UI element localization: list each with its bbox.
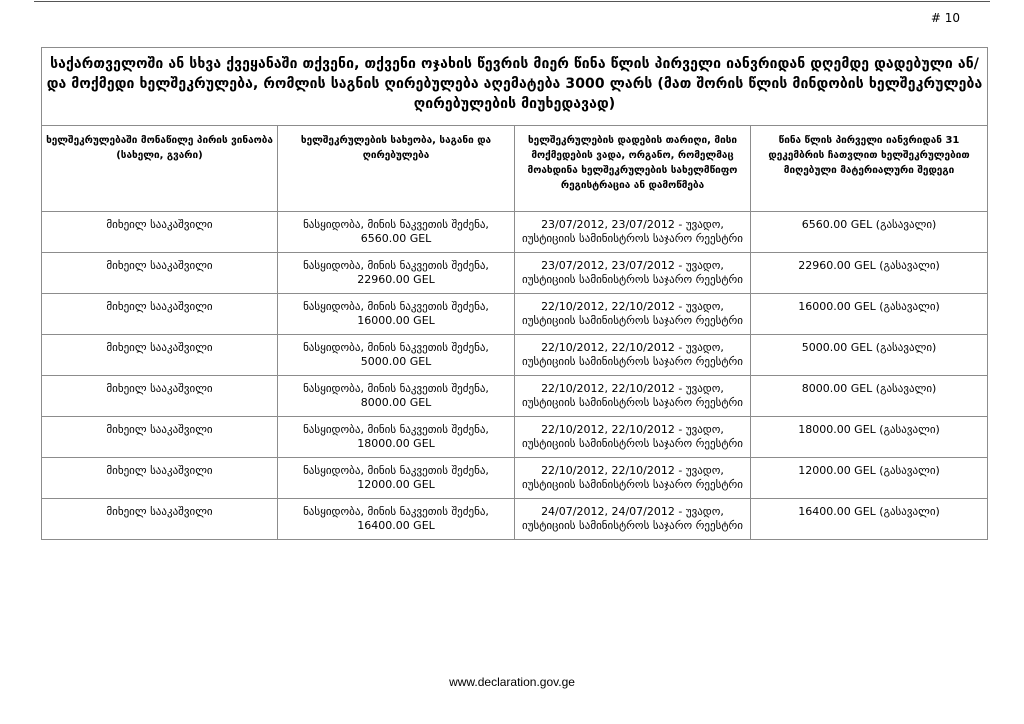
footer-url: www.declaration.gov.ge bbox=[449, 675, 575, 689]
contract-type-cell bbox=[278, 499, 515, 540]
material-result-cell bbox=[751, 376, 988, 417]
material-result: 8000.00 GEL (გასავალი) bbox=[801, 382, 937, 395]
contract-type-cell bbox=[278, 458, 515, 499]
date-registration-cell bbox=[515, 376, 751, 417]
contract-subject: ნასყიდობა, მინის ნაკვეთის შეძენა, bbox=[303, 218, 489, 231]
person-name: მიხეილ სააკაშვილი bbox=[106, 300, 213, 313]
table-row bbox=[42, 294, 988, 335]
person-cell bbox=[42, 335, 278, 376]
person-name: მიხეილ სააკაშვილი bbox=[106, 341, 213, 354]
contract-dates: 22/10/2012, 22/10/2012 - უვადო, bbox=[541, 382, 724, 395]
contract-type-cell bbox=[278, 294, 515, 335]
material-result: 12000.00 GEL (გასავალი) bbox=[798, 464, 940, 477]
material-result: 18000.00 GEL (გასავალი) bbox=[798, 423, 940, 436]
registering-authority: იუსტიციის სამინისტროს საჯარო რეესტრი bbox=[522, 232, 743, 245]
material-result-cell bbox=[751, 499, 988, 540]
contract-subject: ნასყიდობა, მინის ნაკვეთის შეძენა, bbox=[303, 341, 489, 354]
registering-authority: იუსტიციის სამინისტროს საჯარო რეესტრი bbox=[522, 273, 743, 286]
contract-value: 6560.00 GEL bbox=[360, 232, 432, 245]
contract-value: 16400.00 GEL bbox=[357, 519, 435, 532]
material-result-cell bbox=[751, 294, 988, 335]
date-registration-cell bbox=[515, 294, 751, 335]
contract-type-cell bbox=[278, 376, 515, 417]
material-result: 16400.00 GEL (გასავალი) bbox=[798, 505, 940, 518]
contract-dates: 23/07/2012, 23/07/2012 - უვადო, bbox=[541, 218, 724, 231]
table-row bbox=[42, 212, 988, 253]
date-registration-cell bbox=[515, 253, 751, 294]
person-name: მიხეილ სააკაშვილი bbox=[106, 464, 213, 477]
person-name: მიხეილ სააკაშვილი bbox=[106, 259, 213, 272]
date-registration-cell bbox=[515, 458, 751, 499]
person-cell bbox=[42, 294, 278, 335]
material-result-cell bbox=[751, 458, 988, 499]
contracts-table bbox=[41, 47, 988, 540]
contract-value: 12000.00 GEL bbox=[357, 478, 435, 491]
section-title: საქართველოში ან სხვა ქვეყანაში თქვენი, თქვენი ოჯახის წევრის მიერ წინა წლის პირველი იანვრიდან დღემდე დადებული ან/და მოქმედი ხელშეკრულება, რომლის საგნის ღირებულება აღემატება 3000 ლარს (მათ შორის წლის მინდობის ხელშეკრულება ღირებულების მიუხედავად) bbox=[42, 48, 988, 126]
person-cell bbox=[42, 417, 278, 458]
registering-authority: იუსტიციის სამინისტროს საჯარო რეესტრი bbox=[522, 355, 743, 368]
material-result: 6560.00 GEL (გასავალი) bbox=[801, 218, 937, 231]
person-cell bbox=[42, 458, 278, 499]
person-name: მიხეილ სააკაშვილი bbox=[106, 423, 213, 436]
column-header-row bbox=[42, 126, 988, 212]
contract-subject: ნასყიდობა, მინის ნაკვეთის შეძენა, bbox=[303, 382, 489, 395]
registering-authority: იუსტიციის სამინისტროს საჯარო რეესტრი bbox=[522, 437, 743, 450]
contract-type-cell bbox=[278, 417, 515, 458]
date-registration-cell bbox=[515, 335, 751, 376]
person-cell bbox=[42, 212, 278, 253]
contract-subject: ნასყიდობა, მინის ნაკვეთის შეძენა, bbox=[303, 300, 489, 313]
date-registration-cell bbox=[515, 417, 751, 458]
column-header-date-registration: ხელშეკრულების დადების თარიღი, მისი მოქმედების ვადა, ორგანო, რომელმაც მოახდინა ხელშეკრულების სახელმწიფო რეგისტრაცია ან დამოწმება bbox=[515, 126, 751, 212]
contract-subject: ნასყიდობა, მინის ნაკვეთის შეძენა, bbox=[303, 423, 489, 436]
person-cell bbox=[42, 253, 278, 294]
column-header-person: ხელშეკრულებაში მონაწილე პირის ვინაობა (სახელი, გვარი) bbox=[42, 126, 278, 212]
material-result-cell bbox=[751, 417, 988, 458]
material-result: 16000.00 GEL (გასავალი) bbox=[798, 300, 940, 313]
contract-dates: 22/10/2012, 22/10/2012 - უვადო, bbox=[541, 464, 724, 477]
registering-authority: იუსტიციის სამინისტროს საჯარო რეესტრი bbox=[522, 314, 743, 327]
contract-dates: 22/10/2012, 22/10/2012 - უვადო, bbox=[541, 341, 724, 354]
registering-authority: იუსტიციის სამინისტროს საჯარო რეესტრი bbox=[522, 519, 743, 532]
material-result: 22960.00 GEL (გასავალი) bbox=[798, 259, 940, 272]
person-name: მიხეილ სააკაშვილი bbox=[106, 382, 213, 395]
person-cell bbox=[42, 499, 278, 540]
date-registration-cell bbox=[515, 499, 751, 540]
contract-subject: ნასყიდობა, მინის ნაკვეთის შეძენა, bbox=[303, 464, 489, 477]
material-result-cell bbox=[751, 335, 988, 376]
page-number: # 10 bbox=[930, 11, 960, 25]
table-row bbox=[42, 253, 988, 294]
person-name: მიხეილ სააკაშვილი bbox=[106, 218, 213, 231]
top-divider bbox=[34, 1, 990, 2]
person-name: მიხეილ სააკაშვილი bbox=[106, 505, 213, 518]
contract-type-cell bbox=[278, 335, 515, 376]
contract-subject: ნასყიდობა, მინის ნაკვეთის შეძენა, bbox=[303, 505, 489, 518]
table-row bbox=[42, 376, 988, 417]
table-row bbox=[42, 499, 988, 540]
person-cell bbox=[42, 376, 278, 417]
contract-value: 22960.00 GEL bbox=[357, 273, 435, 286]
contract-value: 18000.00 GEL bbox=[357, 437, 435, 450]
contract-dates: 23/07/2012, 23/07/2012 - უვადო, bbox=[541, 259, 724, 272]
date-registration-cell bbox=[515, 212, 751, 253]
contract-value: 8000.00 GEL bbox=[360, 396, 432, 409]
table-row bbox=[42, 335, 988, 376]
contract-type-cell bbox=[278, 212, 515, 253]
material-result-cell bbox=[751, 212, 988, 253]
table-row bbox=[42, 458, 988, 499]
contract-type-cell bbox=[278, 253, 515, 294]
table-row bbox=[42, 417, 988, 458]
contract-value: 16000.00 GEL bbox=[357, 314, 435, 327]
contract-subject: ნასყიდობა, მინის ნაკვეთის შეძენა, bbox=[303, 259, 489, 272]
column-header-material-result: წინა წლის პირველი იანვრიდან 31 დეკემბრის ჩათვლით ხელშეკრულებით მიღებული მატერიალური შედეგი bbox=[751, 126, 988, 212]
contract-dates: 22/10/2012, 22/10/2012 - უვადო, bbox=[541, 300, 724, 313]
registering-authority: იუსტიციის სამინისტროს საჯარო რეესტრი bbox=[522, 478, 743, 491]
contract-dates: 22/10/2012, 22/10/2012 - უვადო, bbox=[541, 423, 724, 436]
material-result-cell bbox=[751, 253, 988, 294]
column-header-contract-type: ხელშეკრულების სახეობა, საგანი და ღირებულება bbox=[278, 126, 515, 212]
registering-authority: იუსტიციის სამინისტროს საჯარო რეესტრი bbox=[522, 396, 743, 409]
contract-dates: 24/07/2012, 24/07/2012 - უვადო, bbox=[541, 505, 724, 518]
contract-value: 5000.00 GEL bbox=[360, 355, 432, 368]
material-result: 5000.00 GEL (გასავალი) bbox=[801, 341, 937, 354]
